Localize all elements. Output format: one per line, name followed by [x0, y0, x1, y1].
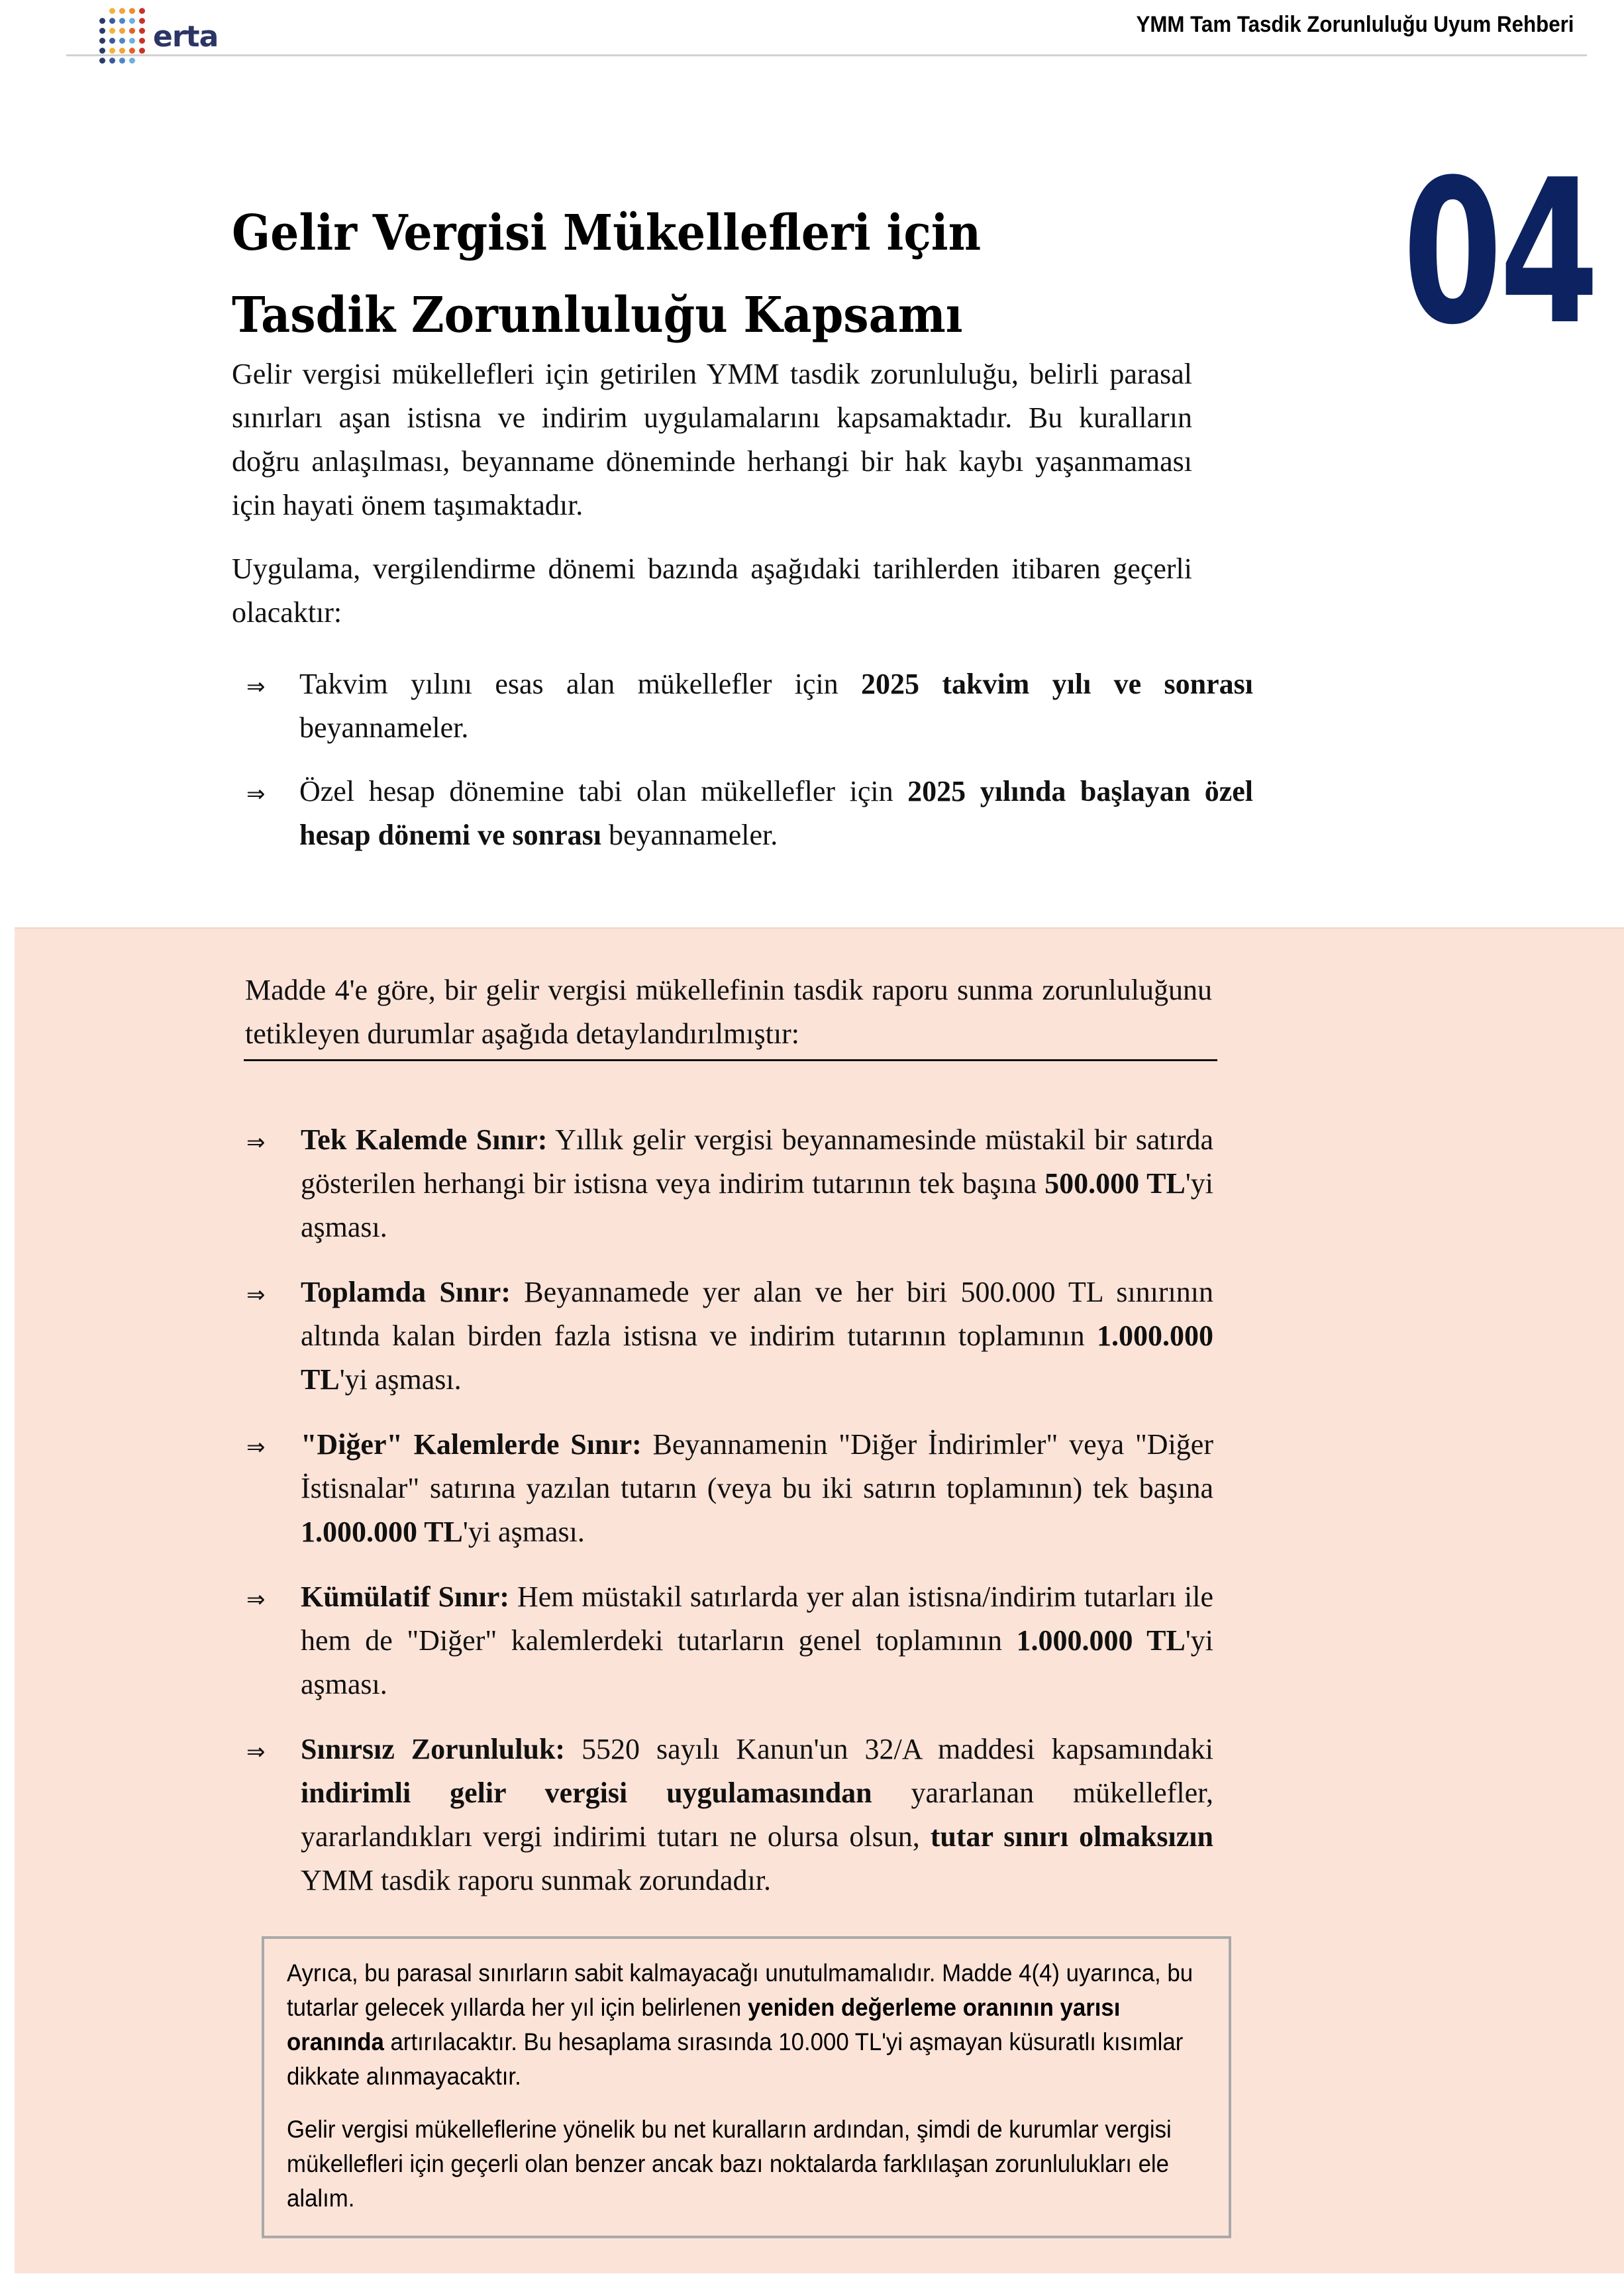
- double-arrow-icon: ⇒: [246, 1434, 266, 1461]
- double-arrow-icon: ⇒: [246, 781, 266, 807]
- note-bold: yeniden değerleme oranının yarısı oranında: [287, 1994, 1121, 2055]
- logo-dot: [119, 28, 125, 34]
- rule-text: Hem müstakil satırlarda yer alan istisna/indirim tutarları ile hem de "Diğer" kalemlerdeki tutarların genel toplamının: [301, 1580, 1213, 1657]
- logo-dot: [139, 8, 145, 14]
- double-arrow-icon: ⇒: [246, 1282, 266, 1308]
- logo-dot: [129, 58, 135, 64]
- item-bold: 2025 yılında başlayan özel hesap dönemi ve sonrası: [299, 775, 1254, 851]
- rule-text: YMM tasdik raporu sunmak zorundadır.: [301, 1864, 771, 1896]
- rule-item-diger: [246, 1423, 1213, 1554]
- rule-item-kumulatif: [246, 1575, 1213, 1706]
- rule-bold: indirimli gelir vergisi uygulamasından: [301, 1777, 872, 1809]
- logo-dot: [109, 28, 115, 34]
- logo-dot: [129, 38, 135, 44]
- logo-dot: [99, 48, 105, 54]
- logo-dot: [99, 8, 105, 14]
- logo-dot: [119, 48, 125, 54]
- double-arrow-icon: ⇒: [246, 1739, 266, 1765]
- rule-bold: tutar sınırı olmaksızın: [930, 1820, 1213, 1853]
- rule-item-sinirsiz: [246, 1728, 1213, 1902]
- logo-dot: [109, 8, 115, 14]
- logo-dot: [129, 28, 135, 34]
- rule-text: 'yi aşması.: [301, 1624, 1213, 1700]
- section-divider: [244, 1059, 1217, 1061]
- logo-dot-grid-icon: [99, 8, 146, 65]
- logo-dot: [119, 8, 125, 14]
- rule-item-tek-kalem: [246, 1118, 1213, 1249]
- logo-dot: [99, 18, 105, 24]
- note-paragraph-1: [287, 1956, 1221, 2094]
- logo-text: erta: [153, 19, 219, 54]
- intro-paragraph-1: Gelir vergisi mükellefleri için getirilen YMM tasdik zorunluluğu, belirli parasal sınırları aşan istisna ve indirim uygulamalarını kapsamaktadır. Bu kuralların doğru anlaşılması, beyanname döneminde herhangi bir hak kaybı yaşanmaması için hayati önem taşımaktadır.: [232, 358, 1192, 521]
- double-arrow-icon: ⇒: [246, 1129, 266, 1156]
- chapter-number: 04: [1403, 137, 1596, 368]
- erta-logo: [99, 8, 218, 65]
- logo-dot: [109, 48, 115, 54]
- item-bold: 2025 takvim yılı ve sonrası: [861, 668, 1253, 700]
- rule-bold: 1.000.000 TL: [301, 1320, 1213, 1396]
- rule-text: 5520 sayılı Kanun'un 32/A maddesi kapsamındaki: [565, 1733, 1213, 1765]
- logo-dot: [109, 58, 115, 64]
- rule-label: Sınırsız Zorunluluk:: [301, 1733, 566, 1765]
- logo-dot: [99, 28, 105, 34]
- logo-dot: [129, 8, 135, 14]
- item-text: Takvim yılını esas alan mükellefler için: [299, 668, 861, 700]
- rule-text: Beyannamede yer alan ve her biri 500.000 TL sınırının altında kalan birden fazla istisna ve indirim tutarının toplamının: [301, 1276, 1213, 1352]
- note-box: [262, 1936, 1231, 2238]
- logo-dot: [139, 58, 145, 64]
- document-title: YMM Tam Tasdik Zorunluluğu Uyum Rehberi: [1136, 12, 1574, 37]
- effective-date-item: [246, 662, 1253, 750]
- rule-bold: 500.000 TL: [1044, 1167, 1186, 1200]
- page-title: [232, 192, 1146, 356]
- rule-text: 'yi aşması.: [301, 1167, 1213, 1243]
- rule-label: "Diğer" Kalemlerde Sınır:: [301, 1428, 642, 1461]
- logo-dot: [139, 38, 145, 44]
- note-text: Ayrıca, bu parasal sınırların sabit kalmayacağı unutulmamalıdır. Madde 4(4) uyarınca, bu tutarlar gelecek yıllarda her yıl için belirlenen: [287, 1959, 1193, 2021]
- logo-dot: [119, 18, 125, 24]
- header-divider: [66, 54, 1587, 56]
- rule-text: yararlanan mükellefler, yararlandıkları vergi indirimi tutarı ne olursa olsun,: [301, 1777, 1213, 1853]
- page-title-line-1: Gelir Vergisi Mükellefleri için: [232, 205, 982, 262]
- item-text: beyannameler.: [299, 711, 469, 744]
- intro-paragraph-2: Uygulama, vergilendirme dönemi bazında aşağıdaki tarihlerden itibaren geçerli olacaktır:: [232, 552, 1192, 629]
- logo-dot: [139, 48, 145, 54]
- logo-dot: [129, 18, 135, 24]
- logo-dot: [119, 58, 125, 64]
- rule-label: Tek Kalemde Sınır:: [301, 1123, 548, 1156]
- rule-text: 'yi aşması.: [462, 1516, 585, 1548]
- rule-text: 'yi aşması.: [339, 1363, 462, 1396]
- item-text: Özel hesap dönemine tabi olan mükellefler için: [299, 775, 908, 807]
- rule-bold: 1.000.000 TL: [301, 1516, 463, 1548]
- logo-dot: [99, 38, 105, 44]
- logo-dot: [139, 18, 145, 24]
- rule-label: Toplamda Sınır:: [301, 1276, 511, 1308]
- rules-list: [246, 1118, 1213, 1924]
- rule-bold: 1.000.000 TL: [1016, 1624, 1186, 1657]
- note-text: artırılacaktır. Bu hesaplama sırasında 10.000 TL'yi aşmayan küsuratlı kısımlar dikkate alınmayacaktır.: [287, 2028, 1184, 2090]
- effective-date-item: [246, 770, 1253, 857]
- page-title-line-2: Tasdik Zorunluluğu Kapsamı: [232, 287, 963, 344]
- rule-text: Yıllık gelir vergisi beyannamesinde müstakil bir satırda gösterilen herhangi bir istisna veya indirim tutarının tek başına: [301, 1123, 1214, 1200]
- rule-text: Beyannamenin "Diğer İndirimler" veya "Diğer İstisnalar" satırına yazılan tutarın (veya bu iki satırın toplamının) tek başına: [301, 1428, 1213, 1504]
- logo-dot: [129, 48, 135, 54]
- logo-dot: [109, 38, 115, 44]
- page-header: [0, 0, 1624, 60]
- logo-dot: [99, 58, 105, 64]
- section-intro: Madde 4'e göre, bir gelir vergisi mükellefinin tasdik raporu sunma zorunluluğunu tetikleyen durumlar aşağıda detaylandırılmıştır:: [245, 974, 1212, 1050]
- rule-item-toplamda: [246, 1270, 1213, 1402]
- double-arrow-icon: ⇒: [246, 674, 266, 700]
- double-arrow-icon: ⇒: [246, 1586, 266, 1613]
- logo-dot: [109, 18, 115, 24]
- item-text: beyannameler.: [601, 819, 778, 851]
- note-paragraph-2: Gelir vergisi mükelleflerine yönelik bu net kuralların ardından, şimdi de kurumlar vergisi mükellefleri için geçerli olan benzer ancak bazı noktalarda farklılaşan zorunlulukları ele alalım.: [287, 2116, 1172, 2212]
- logo-dot: [139, 28, 145, 34]
- rule-label: Kümülatif Sınır:: [301, 1580, 510, 1613]
- logo-dot: [119, 38, 125, 44]
